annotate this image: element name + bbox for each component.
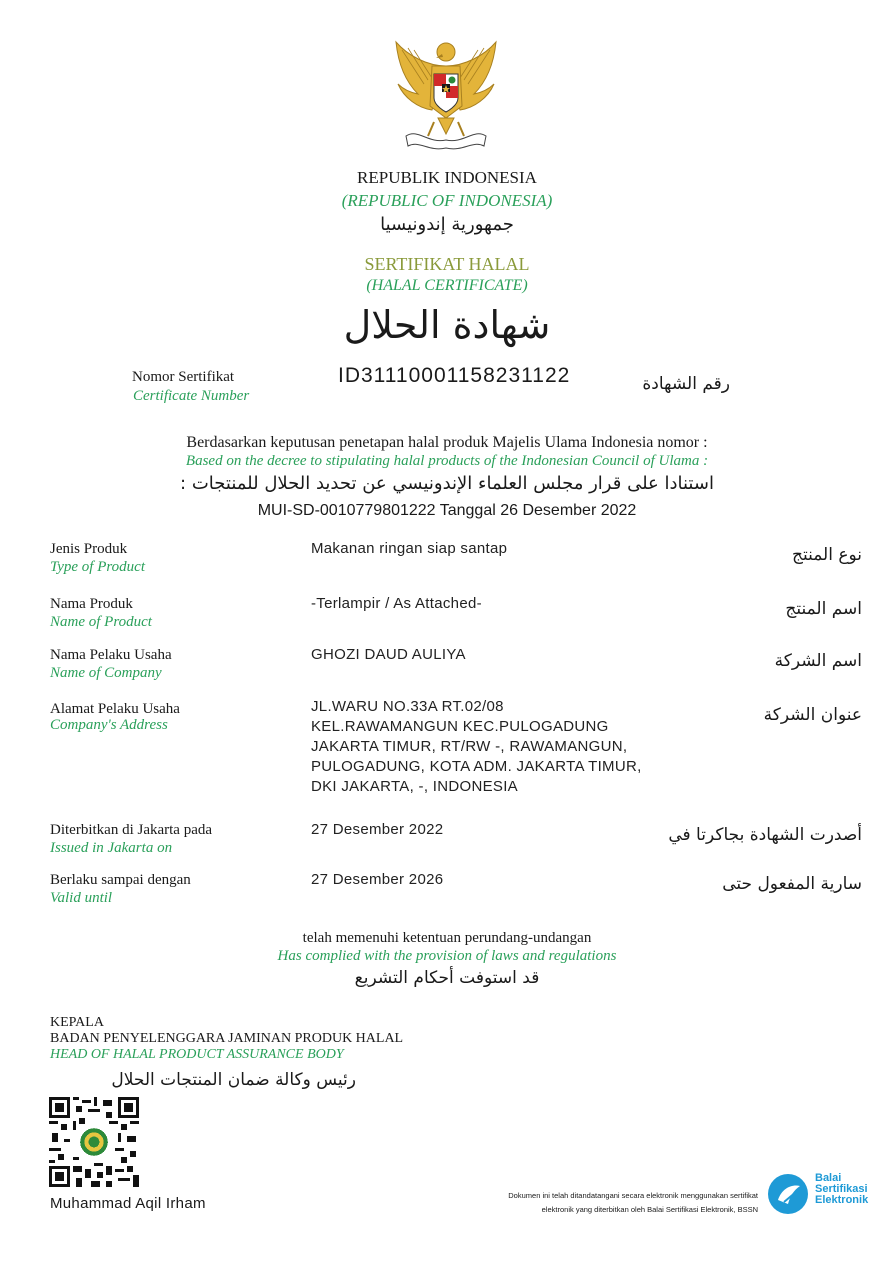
company-name-value: GHOZI DAUD AULIYA xyxy=(311,646,466,663)
signatory-title-en: HEAD OF HALAL PRODUCT ASSURANCE BODY xyxy=(50,1047,344,1062)
compliance-line-ar: قد استوفت أحكام التشريع xyxy=(354,968,540,988)
company-name-label-en: Name of Company xyxy=(50,665,162,681)
valid-label-id: Berlaku sampai dengan xyxy=(50,872,191,888)
bsre-text-2: Sertifikasi xyxy=(815,1183,868,1195)
cert-title-id: SERTIFIKAT HALAL xyxy=(364,254,530,274)
signatory-title-1: KEPALA xyxy=(50,1015,104,1030)
product-name-value: -Terlampir / As Attached- xyxy=(311,595,482,612)
compliance-line-en: Has complied with the provision of laws and regulations xyxy=(277,948,617,964)
company-name-label-ar: اسم الشركة xyxy=(774,651,862,671)
signatory-title-ar: رئيس وكالة ضمان المنتجات الحلال xyxy=(111,1070,356,1090)
address-line: JL.WARU NO.33A RT.02/08 xyxy=(311,698,504,715)
valid-label-ar: سارية المفعول حتى xyxy=(722,874,862,894)
valid-label-en: Valid until xyxy=(50,890,113,906)
country-title-ar: جمهورية إندونيسيا xyxy=(380,214,514,235)
issued-label-en: Issued in Jakarta on xyxy=(50,840,173,856)
product-type-value: Makanan ringan siap santap xyxy=(311,540,508,557)
cert-number-value: ID31110001158231122 xyxy=(338,364,571,387)
address-line: PULOGADUNG, KOTA ADM. JAKARTA TIMUR, xyxy=(311,758,642,775)
cert-title-en: (HALAL CERTIFICATE) xyxy=(366,277,528,294)
bsre-logo-icon xyxy=(766,1172,810,1216)
esign-statement xyxy=(380,1189,758,1217)
product-type-label-en: Type of Product xyxy=(50,559,145,575)
issued-label-ar: أصدرت الشهادة بجاكرتا في xyxy=(668,825,862,845)
country-title-en: (REPUBLIC OF INDONESIA) xyxy=(341,191,553,210)
issued-label-id: Diterbitkan di Jakarta pada xyxy=(50,822,213,838)
esign-line-1: Dokumen ini telah ditandatangani secara elektronik menggunakan sertifikat xyxy=(508,1191,758,1200)
company-address-value xyxy=(311,697,642,797)
country-title-id: REPUBLIK INDONESIA xyxy=(357,168,537,187)
decree-number: MUI-SD-0010779801222 Tanggal 26 Desember 2022 xyxy=(257,502,637,519)
product-type-label-id: Jenis Produk xyxy=(50,541,128,557)
issued-value: 27 Desember 2022 xyxy=(311,821,444,838)
company-address-label-ar: عنوان الشركة xyxy=(763,705,862,725)
halal-logo-icon xyxy=(80,1128,108,1156)
company-address-label-en: Company's Address xyxy=(50,717,168,733)
bsre-text xyxy=(815,1173,868,1206)
bsre-text-3: Elektronik xyxy=(815,1194,869,1206)
decree-line-id: Berdasarkan keputusan penetapan halal produk Majelis Ulama Indonesia nomor : xyxy=(186,434,708,451)
cert-number-label-en: Certificate Number xyxy=(133,388,250,404)
valid-value: 27 Desember 2026 xyxy=(311,871,444,888)
compliance-line-id: telah memenuhi ketentuan perundang-undangan xyxy=(302,930,592,946)
product-name-label-id: Nama Produk xyxy=(50,596,133,612)
product-name-label-en: Name of Product xyxy=(50,614,152,630)
bsre-text-1: Balai xyxy=(815,1172,842,1184)
company-name-label-id: Nama Pelaku Usaha xyxy=(50,647,172,663)
cert-number-label-id: Nomor Sertifikat xyxy=(132,369,235,385)
address-line: DKI JAKARTA, -, INDONESIA xyxy=(311,778,518,795)
cert-number-label-ar: رقم الشهادة xyxy=(642,374,730,394)
signatory-name: Muhammad Aqil Irham xyxy=(50,1195,206,1212)
garuda-emblem-icon xyxy=(388,36,504,154)
company-address-label-id: Alamat Pelaku Usaha xyxy=(50,701,180,717)
decree-line-en: Based on the decree to stipulating halal products of the Indonesian Council of Ulama : xyxy=(185,453,709,469)
decree-line-ar: استنادا على قرار مجلس العلماء الإندونيسي عن تحديد الحلال للمنتجات : xyxy=(180,473,714,494)
cert-title-ar: شهادة الحلال xyxy=(343,303,551,347)
product-name-label-ar: اسم المنتج xyxy=(785,599,862,619)
product-type-label-ar: نوع المنتج xyxy=(791,545,862,565)
esign-line-2: elektronik yang diterbitkan oleh Balai Sertifikasi Elektronik, BSSN xyxy=(541,1205,758,1214)
qr-code-icon xyxy=(49,1097,139,1187)
signatory-title-2: BADAN PENYELENGGARA JAMINAN PRODUK HALAL xyxy=(50,1031,404,1046)
address-line: KEL.RAWAMANGUN KEC.PULOGADUNG xyxy=(311,718,609,735)
address-line: JAKARTA TIMUR, RT/RW -, RAWAMANGUN, xyxy=(311,738,628,755)
